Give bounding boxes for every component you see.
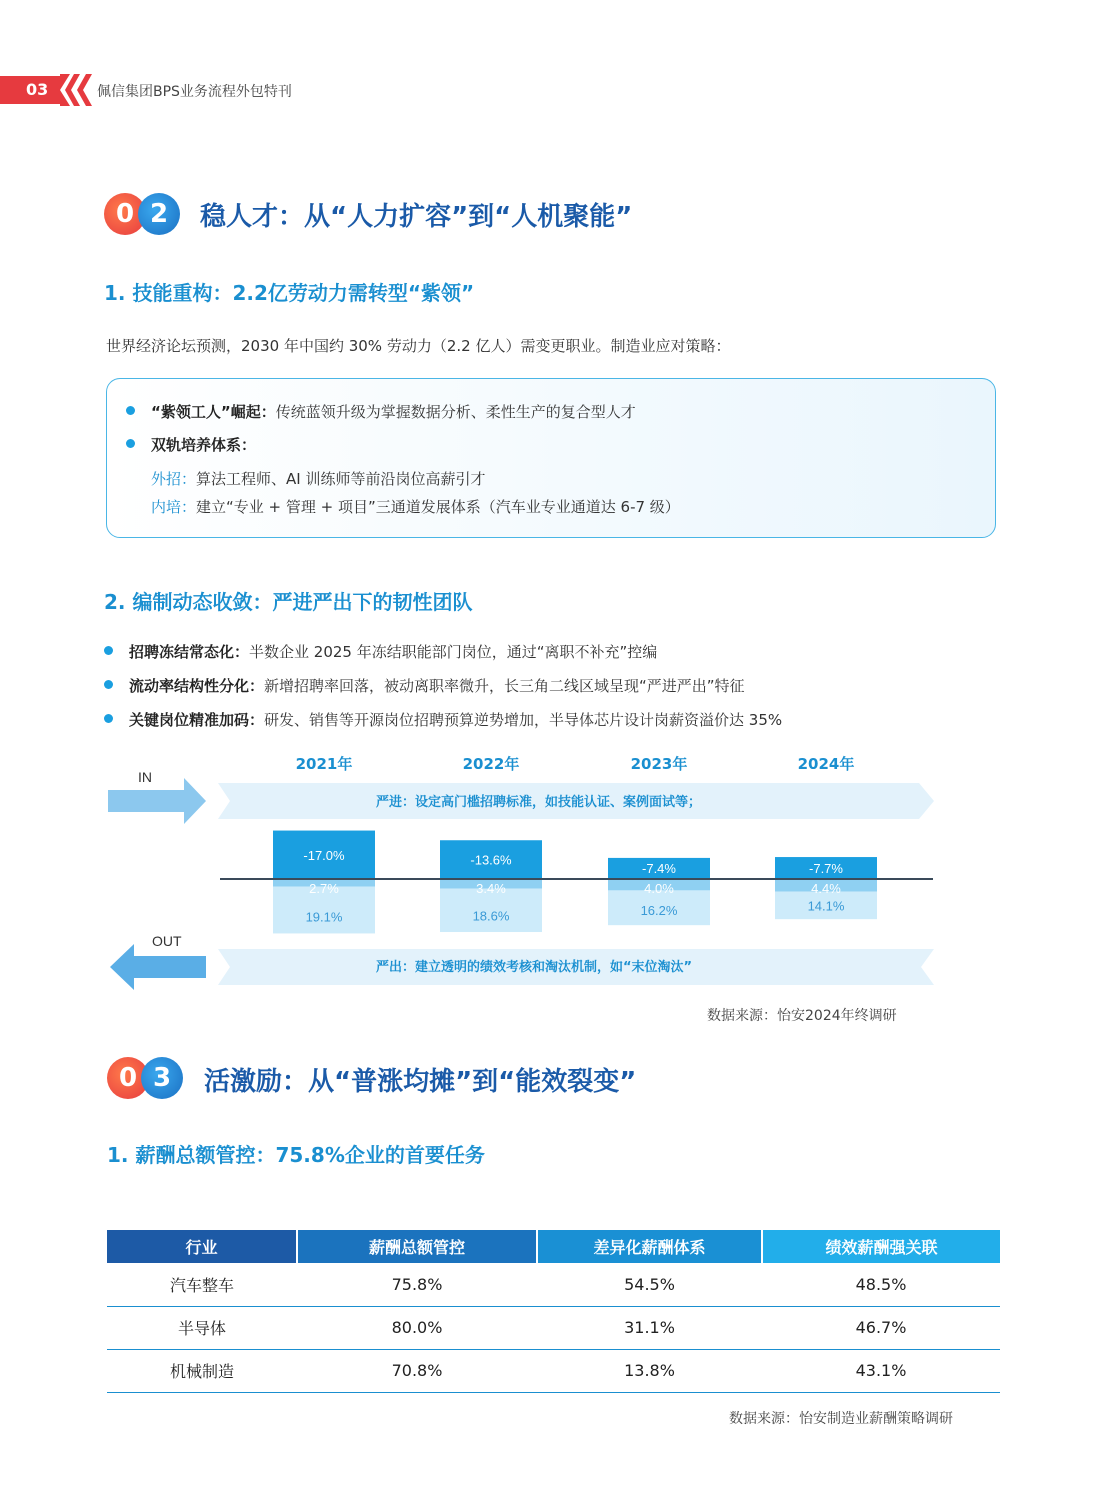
data-label: -7.7% bbox=[809, 861, 843, 876]
page-number: 03 bbox=[26, 80, 49, 99]
publication-title: 佩信集团BPS业务流程外包特刊 bbox=[97, 84, 292, 100]
table-cell: 75.8% bbox=[297, 1263, 537, 1306]
data-label: -7.4% bbox=[642, 861, 676, 876]
bullet-label: 双轨培养体系： bbox=[151, 436, 257, 454]
bullet-icon bbox=[126, 406, 135, 415]
table-header-row bbox=[107, 1230, 1000, 1263]
table-cell: 机械制造 bbox=[107, 1349, 297, 1392]
data-label: 2.7% bbox=[309, 881, 339, 896]
data-source: 数据来源：怡安2024年终调研 bbox=[707, 1008, 897, 1024]
bullet-icon bbox=[126, 439, 135, 448]
list-item bbox=[104, 641, 657, 662]
subsection-title: 1. 技能重构：2.2亿劳动力需转型“紫领” bbox=[104, 281, 475, 305]
category-label: 2024年 bbox=[797, 755, 855, 773]
sub-item-label: 内培： bbox=[151, 498, 197, 516]
section-title: 稳人才：从“人力扩容”到“人机聚能” bbox=[200, 202, 633, 232]
section-number-badge bbox=[107, 1057, 187, 1101]
data-label: 18.6% bbox=[472, 908, 510, 924]
table-header-cell: 行业 bbox=[107, 1230, 297, 1263]
list-item bbox=[151, 496, 680, 517]
bullet-label: “紫领工人”崛起： bbox=[151, 403, 276, 421]
table-cell: 54.5% bbox=[537, 1263, 762, 1306]
category-label: 2023年 bbox=[630, 755, 688, 773]
section-number-digit: 3 bbox=[141, 1057, 183, 1099]
recruitment-flow-chart bbox=[104, 748, 940, 996]
table-cell: 48.5% bbox=[762, 1263, 1000, 1306]
compensation-table bbox=[107, 1230, 1000, 1393]
sub-item-text: 算法工程师、AI 训练师等前沿岗位高薪引才 bbox=[196, 470, 486, 488]
out-banner-text: 严出：建立透明的绩效考核和淘汰机制，如“末位淘汰” bbox=[376, 960, 693, 975]
category-label: 2021年 bbox=[295, 755, 353, 773]
bullet-icon bbox=[104, 680, 113, 689]
bullet-text: 研发、销售等开源岗位招聘预算逆势增加，半导体芯片设计岗薪资溢价达 35% bbox=[264, 711, 783, 729]
sub-item-label: 外招： bbox=[151, 470, 197, 488]
bullet-text: 半数企业 2025 年冻结职能部门岗位，通过“离职不补充”控编 bbox=[249, 643, 658, 661]
bullet-text: 传统蓝领升级为掌握数据分析、柔性生产的复合型人才 bbox=[275, 403, 636, 421]
table-cell: 43.1% bbox=[762, 1349, 1000, 1392]
out-arrow-icon bbox=[110, 944, 206, 990]
list-item bbox=[126, 434, 256, 455]
table-row bbox=[107, 1306, 1000, 1349]
subsection-title: 1. 薪酬总额管控：75.8%企业的首要任务 bbox=[107, 1143, 485, 1167]
data-label: 16.2% bbox=[640, 903, 678, 919]
intro-paragraph: 世界经济论坛预测，2030 年中国约 30% 劳动力（2.2 亿人）需变更职业。制造业应对策略： bbox=[106, 337, 731, 355]
category-label: 2022年 bbox=[462, 755, 520, 773]
table-row bbox=[107, 1349, 1000, 1392]
in-label: IN bbox=[138, 769, 152, 785]
data-label: 19.1% bbox=[305, 909, 343, 925]
list-item bbox=[104, 675, 745, 696]
data-source: 数据来源：怡安制造业薪酬策略调研 bbox=[729, 1411, 953, 1427]
bullet-text: 新增招聘率回落，被动离职率微升，长三角二线区域呈现“严进严出”特征 bbox=[264, 677, 745, 695]
in-banner-text: 严进：设定高门槛招聘标准，如技能认证、案例面试等； bbox=[376, 795, 702, 810]
table-row bbox=[107, 1263, 1000, 1306]
section-number-digit: 0 bbox=[107, 1057, 149, 1099]
data-label: 3.4% bbox=[476, 881, 506, 896]
in-arrow-icon bbox=[108, 778, 206, 824]
list-item bbox=[151, 468, 485, 489]
subsection-title: 2. 编制动态收敛：严进严出下的韧性团队 bbox=[104, 590, 473, 614]
bullet-icon bbox=[104, 646, 113, 655]
section-title: 活激励：从“普涨均摊”到“能效裂变” bbox=[204, 1067, 637, 1097]
bullet-icon bbox=[104, 714, 113, 723]
page-number-tab bbox=[0, 76, 60, 104]
table-cell: 80.0% bbox=[297, 1306, 537, 1349]
data-label: -17.0% bbox=[303, 847, 345, 863]
table-header-cell: 绩效薪酬强关联 bbox=[762, 1230, 1000, 1263]
bullet-label: 流动率结构性分化： bbox=[129, 677, 265, 695]
list-item bbox=[126, 401, 636, 422]
table-cell: 31.1% bbox=[537, 1306, 762, 1349]
data-label: -13.6% bbox=[470, 852, 512, 868]
data-label: 4.4% bbox=[811, 881, 841, 896]
table-cell: 半导体 bbox=[107, 1306, 297, 1349]
table-header-cell: 薪酬总额管控 bbox=[297, 1230, 537, 1263]
table-cell: 70.8% bbox=[297, 1349, 537, 1392]
data-label: 4.0% bbox=[644, 881, 674, 896]
out-label: OUT bbox=[152, 933, 182, 949]
sub-item-text: 建立“专业 + 管理 + 项目”三通道发展体系（汽车业专业通道达 6-7 级） bbox=[196, 498, 680, 516]
table-cell: 13.8% bbox=[537, 1349, 762, 1392]
table-header-cell: 差异化薪酬体系 bbox=[537, 1230, 762, 1263]
list-item bbox=[104, 709, 782, 730]
bullet-label: 关键岗位精准加码： bbox=[129, 711, 265, 729]
section-number-digit: 0 bbox=[104, 193, 146, 235]
bullet-label: 招聘冻结常态化： bbox=[129, 643, 250, 661]
section-number-badge bbox=[104, 193, 184, 237]
section-number-digit: 2 bbox=[138, 193, 180, 235]
table-cell: 汽车整车 bbox=[107, 1263, 297, 1306]
table-cell: 46.7% bbox=[762, 1306, 1000, 1349]
data-label: 14.1% bbox=[807, 898, 845, 914]
chevrons-icon bbox=[60, 74, 94, 106]
